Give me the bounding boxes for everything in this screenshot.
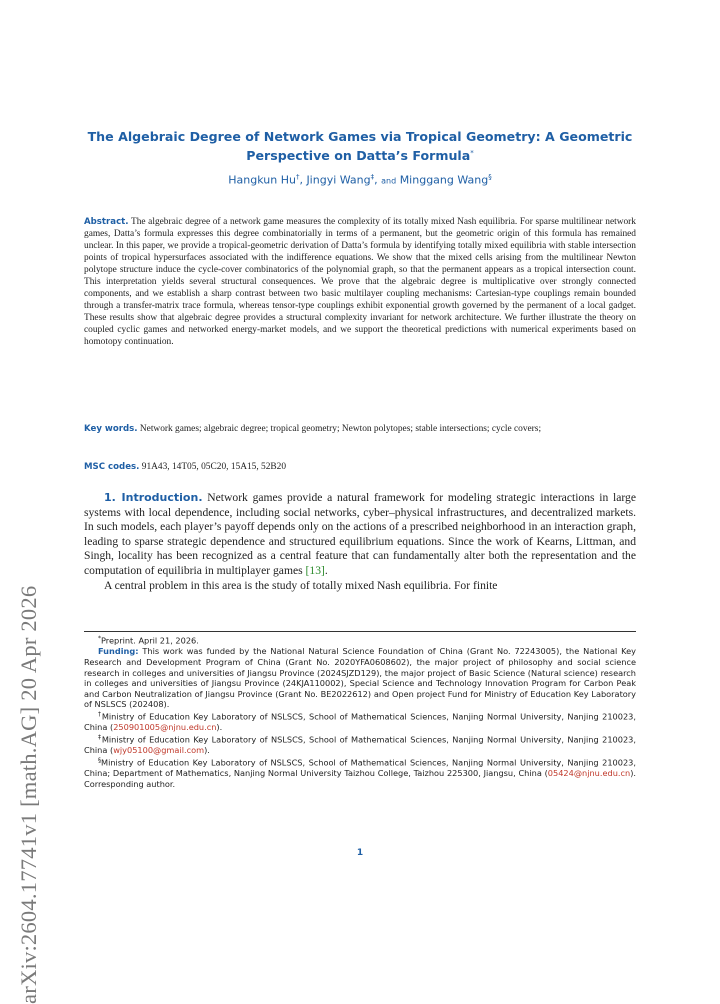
affiliation-3-end: ). Corresponding author. bbox=[84, 768, 636, 789]
title-text: The Algebraic Degree of Network Games via Tropical Geometry: A Geometric Perspective on Datta’s Formula bbox=[87, 129, 633, 164]
footnote-preprint bbox=[84, 634, 636, 646]
affiliation-2-end: ). bbox=[204, 745, 210, 756]
page-number: 1 bbox=[356, 848, 364, 858]
preprint-text: Preprint. April 21, 2026. bbox=[101, 635, 199, 646]
author-2: Jingyi Wang bbox=[306, 173, 371, 187]
citation-link[interactable]: [13] bbox=[305, 563, 325, 577]
affiliation-1-end: ). bbox=[216, 722, 223, 733]
affiliation-2-text: Ministry of Education Key Laboratory of NSLSCS, School of Mathematical Sciences, Nanjing Normal University, Nanjing 210023, China ( bbox=[84, 734, 636, 756]
footnote-rule bbox=[84, 631, 636, 632]
intro-paragraph-2: A central problem in this area is the study of totally mixed Nash equilibria. For finite bbox=[104, 578, 498, 592]
intro-period: . bbox=[324, 563, 328, 577]
affiliation-3-text: Ministry of Education Key Laboratory of NSLSCS, School of Mathematical Sciences, Nanjing Normal University, Nanjing 210023, China; Department of Mathematics, Nanjing Normal University Taizhou College, Taizhou 225300, Jiangsu, China ( bbox=[84, 757, 636, 779]
keywords-text: Network games; algebraic degree; tropical geometry; Newton polytopes; stable intersections; cycle covers; bbox=[139, 424, 542, 434]
footnote-affiliation-3 bbox=[84, 756, 636, 790]
author-1-mark: † bbox=[295, 173, 300, 181]
introduction-section bbox=[84, 491, 636, 593]
affiliation-2-mark: ‡ bbox=[98, 733, 102, 741]
affiliation-1-mark: † bbox=[98, 710, 102, 718]
footnote-affiliation-1 bbox=[84, 710, 636, 733]
footnotes bbox=[84, 634, 636, 789]
funding-text: This work was funded by the National Natural Science Foundation of China (Grant No. 72243005), the National Key Research and Development Program of China (Grant No. 2020YFA0608602), the major project of philosophy and social science research in colleges and universities of Jiangsu Province (2024SJZD129), the major project of Basic Science (Natural science) research in colleges and universities of Jiangsu Province (24KJA110002), Special Science and Technology Innovation Program for Carbon Peak and Carbon Neutralization of Jiangsu Province (Grant No. BE2022612) and Open project Fund for Ministry of Education Key Laboratory of NSLSCS (202408). bbox=[84, 646, 636, 710]
keywords bbox=[84, 423, 636, 435]
author-3: Minggang Wang bbox=[399, 173, 489, 187]
title-footnote-mark: * bbox=[470, 149, 474, 157]
arxiv-sidebar-stamp: arXiv:2604.17741v1 [math.AG] 20 Apr 2026 bbox=[16, 585, 41, 1004]
author-3-mark: § bbox=[488, 173, 492, 181]
abstract-text: The algebraic degree of a network game measures the complexity of its totally mixed Nash equilibria. For sparse multilinear network games, Datta’s formula expresses this degree combinatorially in terms of a permanent, but the geometric origin of this formula has remained unclear. In this paper, we provide a tropical-geometric derivation of Datta’s formula by identifying totally mixed equilibria with stable intersection points of tropical hypersurfaces associated with the indifference equations. We show that the mixed cells arising from the multilinear Newton polytope structure induce the cycle-cover combinatorics of the polynomial graph, so that the permanent appears as a tropical intersection count. This interpretation yields several structural consequences. We prove that the algebraic degree is multiplicative over strongly connected components, and we establish a sharp contrast between two basic multilayer coupling mechanisms: Cartesian-type couplings remain bounded through a transfer-matrix trace formula, whereas tensor-type couplings exhibit exponential growth governed by the permanent of a local gadget. These results show that algebraic degree provides a structural complexity invariant for network architecture. We further illustrate the theory on coupled cyclic games and networked energy-market models, and we support the theoretical predictions with numerical experiments based on homotopy continuation. bbox=[84, 217, 636, 347]
intro-text-1: Network games provide a natural framework for modeling strategic interactions in large systems with local dependence, including social networks, cyber–physical infrastructures, and decentralized markets. In such models, each player’s payoff depends only on the actions of a prescribed neighborhood in an interaction graph, leading to sparse strategic dependence and structured equilibrium equations. Since the work of Kearns, Littman, and Singh, locality has been recognized as a central feature that can fundamentally alter both the representation and the computation of equilibria in multiplayer games bbox=[84, 491, 637, 577]
footnote-affiliation-2 bbox=[84, 733, 636, 756]
author-2-mark: ‡ bbox=[370, 173, 375, 181]
msc-label: MSC codes. bbox=[84, 462, 140, 472]
affiliation-1-text: Ministry of Education Key Laboratory of NSLSCS, School of Mathematical Sciences, Nanjing Normal University, Nanjing 210023, China ( bbox=[84, 711, 636, 733]
email-link-1[interactable]: 250901005@njnu.edu.cn bbox=[113, 722, 217, 733]
email-link-2[interactable]: wjy05100@gmail.com bbox=[113, 745, 205, 756]
affiliation-3-mark: § bbox=[98, 756, 101, 764]
footnote-funding bbox=[84, 646, 636, 710]
author-and: and bbox=[381, 176, 397, 186]
abstract-label: Abstract. bbox=[84, 217, 129, 227]
keywords-label: Key words. bbox=[84, 424, 138, 434]
msc-text: 91A43, 14T05, 05C20, 15A15, 52B20 bbox=[141, 462, 287, 472]
intro-paragraph-1 bbox=[84, 491, 636, 579]
author-1: Hangkun Hu bbox=[228, 173, 296, 187]
paper-title bbox=[84, 129, 636, 164]
abstract bbox=[84, 216, 636, 348]
email-link-3[interactable]: 05424@njnu.edu.cn bbox=[547, 768, 631, 779]
section-heading: 1. Introduction. bbox=[104, 491, 203, 504]
funding-label: Funding: bbox=[98, 646, 139, 657]
preprint-mark: * bbox=[98, 635, 101, 642]
author-list: Hangkun Hu†, Jingyi Wang‡, and Minggang Wang§ bbox=[228, 173, 492, 187]
msc-codes bbox=[84, 461, 636, 473]
